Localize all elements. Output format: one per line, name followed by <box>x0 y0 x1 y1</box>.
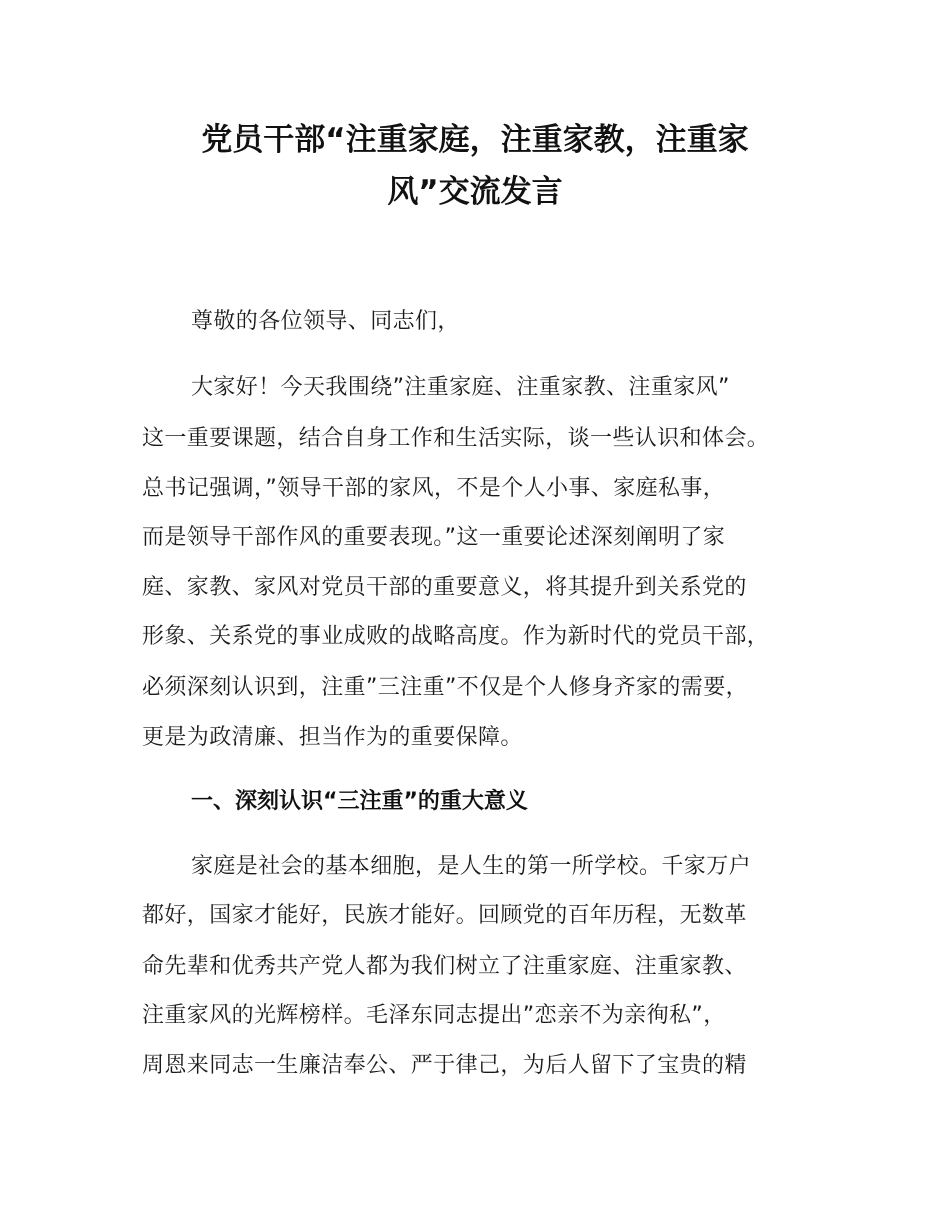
paragraph-1-line: 必须深刻认识到，注重”三注重”不仅是个人修身齐家的需要， <box>142 675 748 700</box>
paragraph-1-line: 总书记强调，”领导干部的家风，不是个人小事、家庭私事， <box>142 476 726 501</box>
paragraph-1-line: 更是为政清廉、担当作为的重要保障。 <box>142 725 523 750</box>
paragraph-1-line: 这一重要课题，结合自身工作和生活实际，谈一些认识和体会。 <box>142 426 770 451</box>
paragraph-2-line: 家庭是社会的基本细胞，是人生的第一所学校。千家万户 <box>191 854 752 879</box>
paragraph-1-line: 庭、家教、家风对党员干部的重要意义，将其提升到关系党的 <box>142 575 747 600</box>
document-title-line-2: 风”交流发言 <box>387 174 563 210</box>
paragraph-1-line: 而是领导干部作风的重要表现。”这一重要论述深刻阐明了家 <box>142 525 726 550</box>
section-heading: 一、深刻认识“三注重”的重大意义 <box>191 789 528 814</box>
document-title-line-1: 党员干部“注重家庭，注重家教，注重家 <box>201 122 749 158</box>
paragraph-2-line: 都好，国家才能好，民族才能好。回顾党的百年历程，无数革 <box>142 903 747 928</box>
paragraph-2-line: 命先辈和优秀共产党人都为我们树立了注重家庭、注重家教、 <box>142 954 747 979</box>
paragraph-1-line: 大家好！今天我围绕”注重家庭、注重家教、注重家风” <box>191 375 730 400</box>
paragraph-1-line: 形象、关系党的事业成败的战略高度。作为新时代的党员干部， <box>142 624 770 649</box>
paragraph-2-line: 周恩来同志一生廉洁奉公、严于律己，为后人留下了宝贵的精 <box>142 1053 747 1078</box>
salutation: 尊敬的各位领导、同志们， <box>191 309 460 334</box>
paragraph-2-line: 注重家风的光辉榜样。毛泽东同志提出”恋亲不为亲徇私”， <box>142 1003 726 1028</box>
